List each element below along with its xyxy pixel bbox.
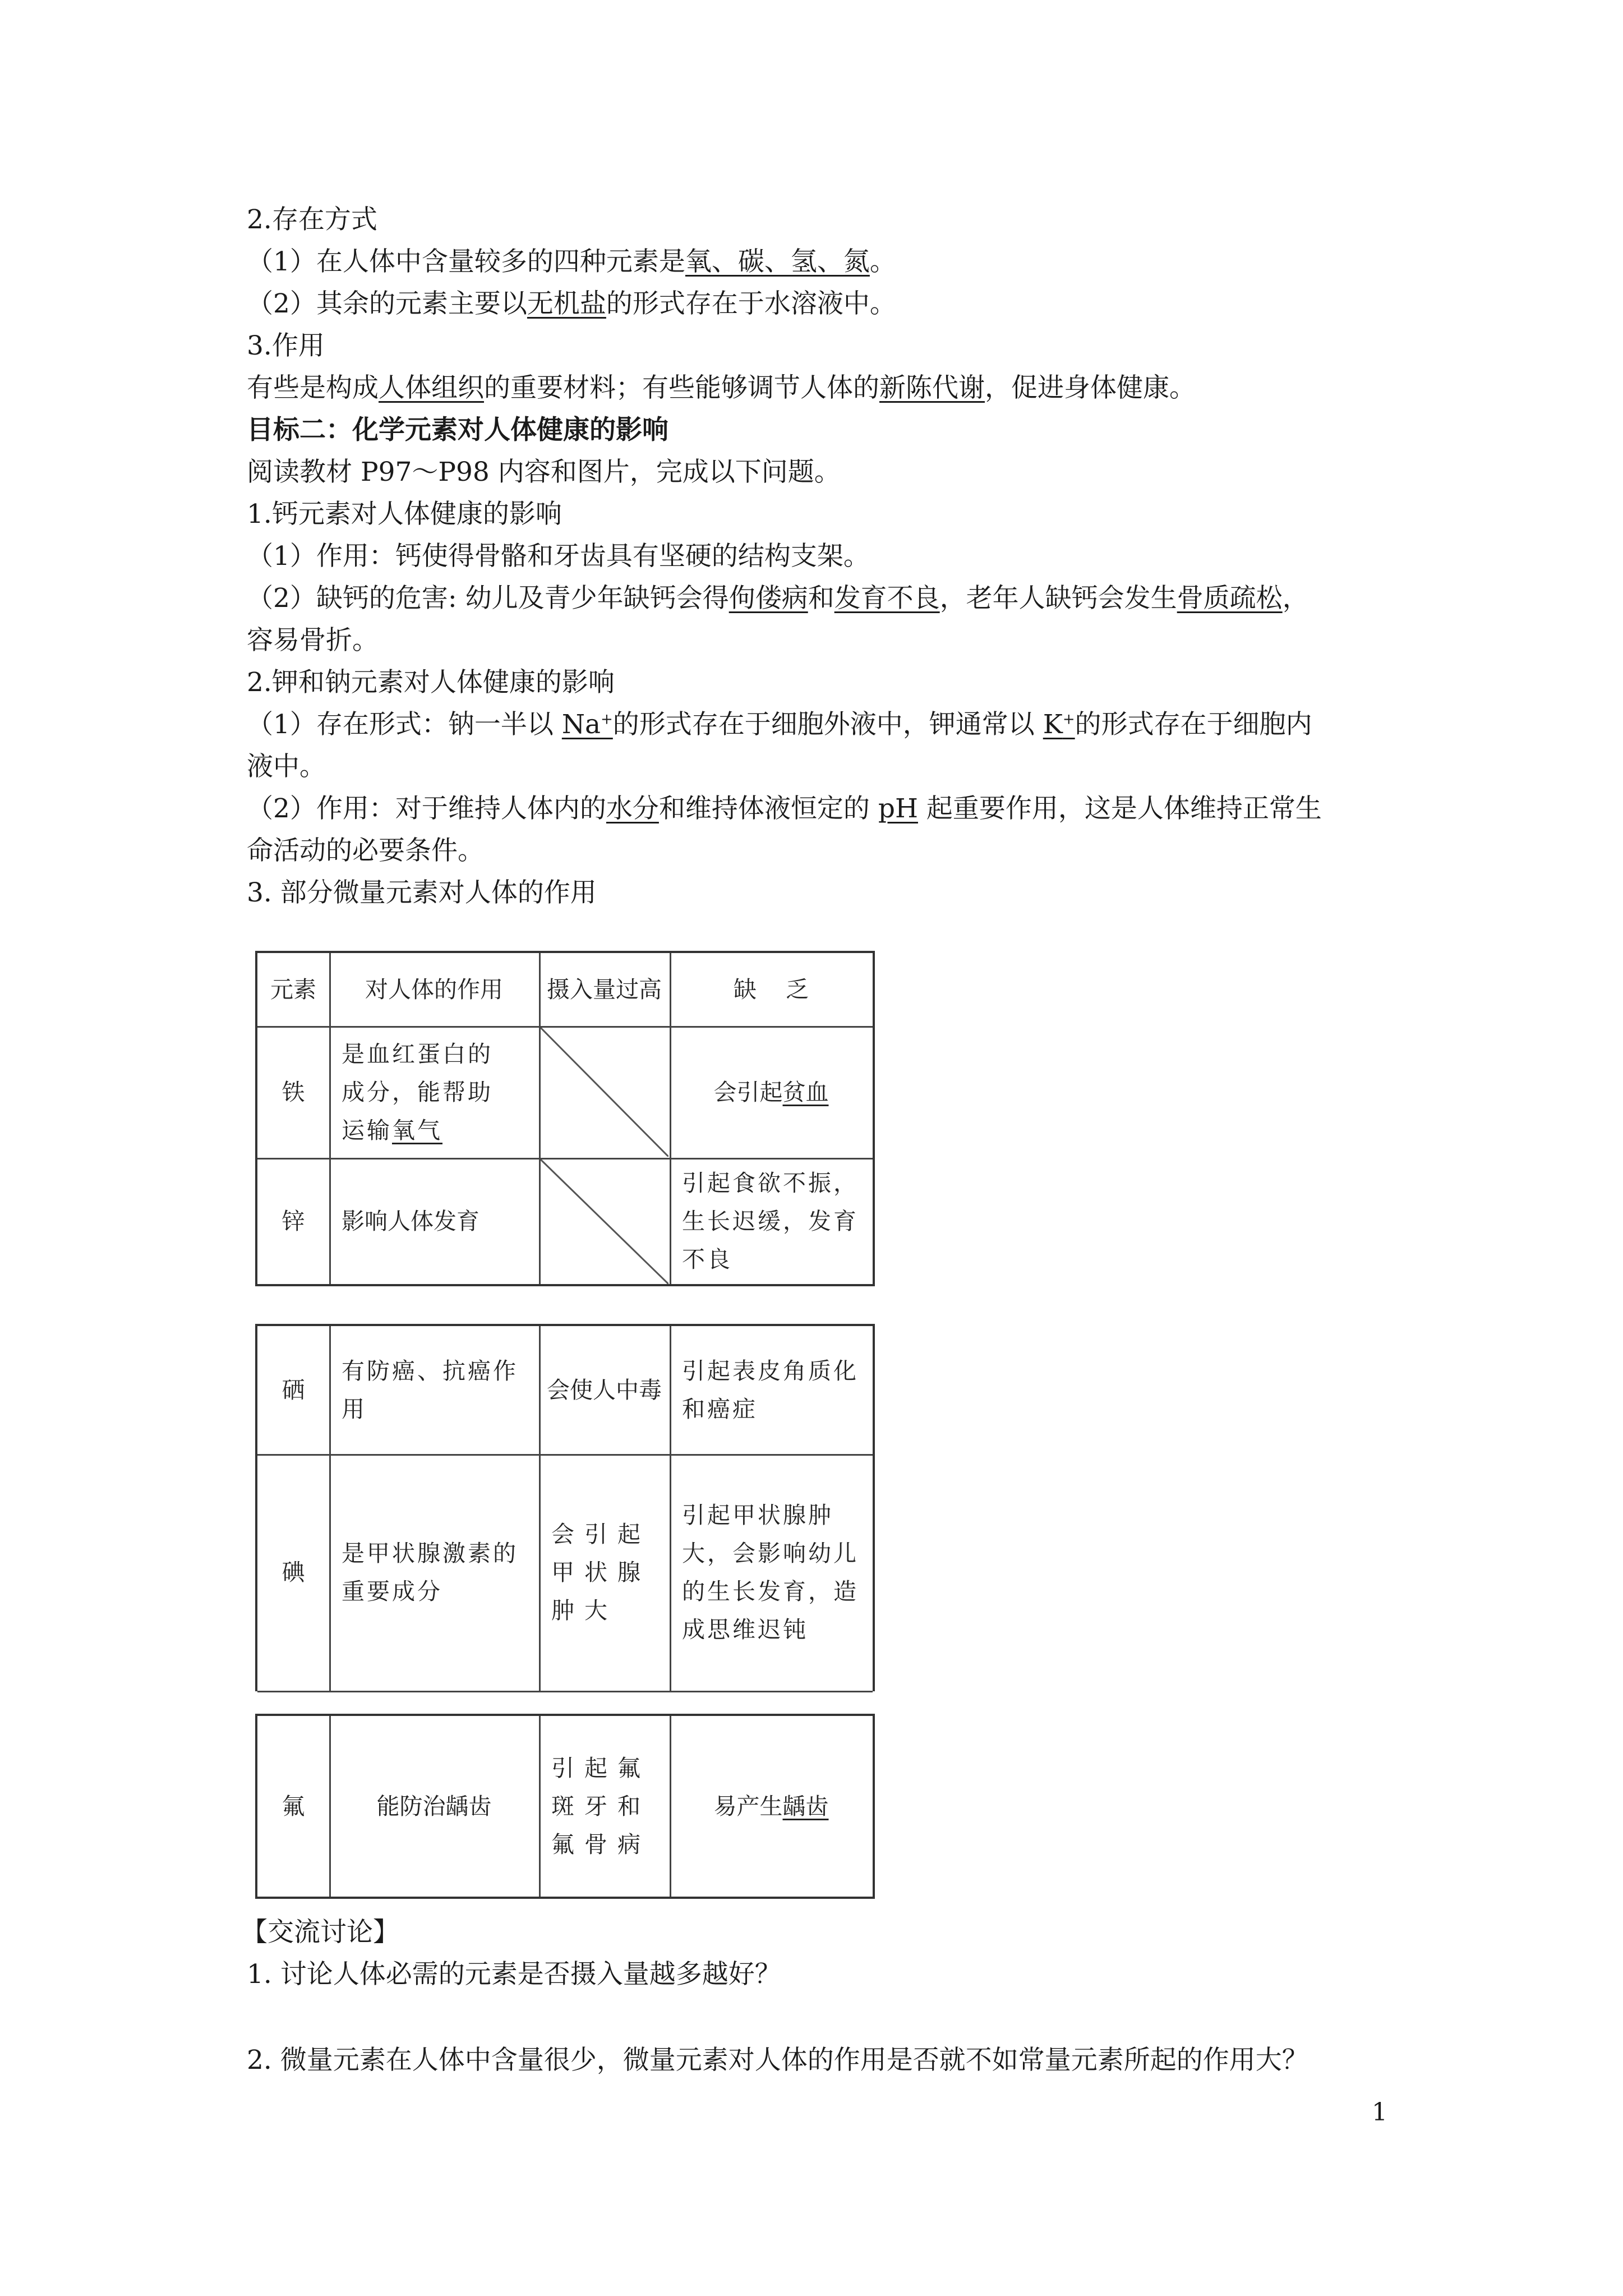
selenium-role: 有防癌、抗癌作用 bbox=[342, 1358, 518, 1423]
trace-table-part1 bbox=[255, 951, 875, 1286]
selenium-element: 硒 bbox=[282, 1377, 305, 1404]
fluorine-element: 氟 bbox=[282, 1793, 305, 1820]
paragraph-function: 有些是构成人体组织的重要材料；有些能够调节人体的新陈代谢，促进身体健康。 bbox=[247, 372, 1196, 403]
trace-table-part3 bbox=[255, 1714, 875, 1899]
iodine-deficiency: 引起甲状腺肿大，会影响幼儿的生长发育，造成思维迟钝 bbox=[682, 1502, 859, 1643]
iron-excess-diagonal bbox=[541, 1028, 668, 1157]
iron-deficiency: 会引起 贫血 bbox=[713, 1078, 829, 1106]
zinc-deficiency: 引起食欲不振，生长迟缓，发育不良 bbox=[682, 1169, 859, 1273]
kna-heading: 2.钾和钠元素对人体健康的影响 bbox=[247, 667, 615, 698]
trace-table-part2 bbox=[255, 1324, 875, 1691]
header-element: 元素 bbox=[270, 976, 316, 1003]
calcium-function: （1）作用：钙使得骨骼和牙齿具有坚硬的结构支架。 bbox=[247, 541, 870, 572]
section-heading-function: 3.作用 bbox=[247, 330, 325, 361]
header-role: 对人体的作用 bbox=[365, 976, 503, 1003]
kna-form-cont: 液中。 bbox=[247, 751, 326, 782]
section-heading-existence: 2.存在方式 bbox=[247, 204, 377, 235]
iodine-role: 是甲状腺激素的重要成分 bbox=[342, 1540, 518, 1605]
iodine-excess: 会引起甲状腺肿大 bbox=[551, 1521, 651, 1624]
zinc-role: 影响人体发育 bbox=[342, 1207, 479, 1235]
header-deficiency: 缺 乏 bbox=[733, 976, 809, 1003]
calcium-heading: 1.钙元素对人体健康的影响 bbox=[247, 499, 562, 530]
calcium-deficiency: （2）缺钙的危害: 幼儿及青少年缺钙会得佝偻病和发育不良，老年人缺钙会发生骨质疏松， bbox=[247, 583, 1309, 614]
discussion-question-2: 2. 微量元素在人体中含量很少，微量元素对人体的作用是否就不如常量元素所起的作用大？ bbox=[247, 2045, 1308, 2076]
paragraph-other-elements: （2）其余的元素主要以无机盐的形式存在于水溶液中。 bbox=[247, 288, 896, 319]
trace-heading: 3. 部分微量元素对人体的作用 bbox=[247, 877, 597, 908]
zinc-excess-diagonal bbox=[541, 1159, 668, 1284]
header-excess: 摄入量过高 bbox=[547, 976, 662, 1003]
discussion-question-1: 1. 讨论人体必需的元素是否摄入量越多越好？ bbox=[247, 1959, 781, 1990]
zinc-element: 锌 bbox=[282, 1207, 305, 1235]
page-number: 1 bbox=[1372, 2098, 1387, 2127]
calcium-deficiency-cont: 容易骨折。 bbox=[247, 625, 379, 656]
discussion-title: 【交流讨论】 bbox=[241, 1917, 399, 1948]
goal-title: 目标二：化学元素对人体健康的影响 bbox=[247, 415, 668, 445]
fluorine-deficiency: 易产生 龋齿 bbox=[713, 1793, 829, 1820]
paragraph-main-elements: （1）在人体中含量较多的四种元素是氧、碳、氢、氮。 bbox=[247, 246, 896, 277]
selenium-deficiency: 引起表皮角质化和癌症 bbox=[682, 1358, 859, 1423]
fluorine-role: 能防治龋齿 bbox=[376, 1793, 492, 1820]
iodine-element: 碘 bbox=[282, 1559, 305, 1586]
kna-function-cont: 命活动的必要条件。 bbox=[247, 835, 484, 866]
iron-element: 铁 bbox=[282, 1078, 305, 1106]
reading-instruction: 阅读教材 P97～P98 内容和图片，完成以下问题。 bbox=[247, 457, 841, 487]
kna-function: （2）作用：对于维持人体内的水分和维持体液恒定的 pH 起重要作用，这是人体维持正常生 bbox=[247, 793, 1322, 824]
selenium-excess: 会使人中毒 bbox=[547, 1377, 662, 1404]
fluorine-excess: 引起氟斑牙和氟骨病 bbox=[551, 1755, 651, 1858]
iron-role: 是血红蛋白的成分，能帮助运输氧气 bbox=[342, 1040, 493, 1144]
kna-form: （1）存在形式：钠一半以 Na+的形式存在于细胞外液中，钾通常以 K+的形式存在于细胞内 bbox=[247, 709, 1312, 740]
